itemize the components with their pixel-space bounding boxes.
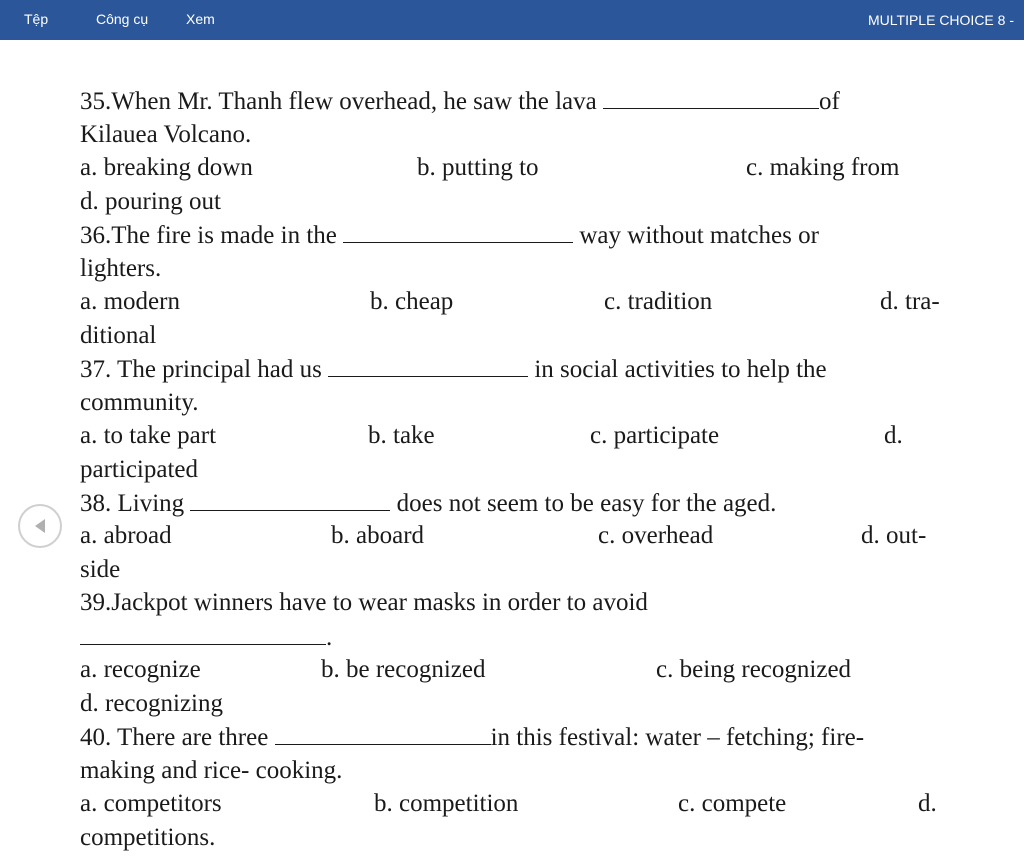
question-36-line-1: 36.The fire is made in the way without matches or xyxy=(80,218,819,253)
option-a: a. modern xyxy=(80,288,180,315)
option-a: a. competitors xyxy=(80,790,222,817)
option-b: b. aboard xyxy=(331,522,425,549)
option-a: a. breaking down xyxy=(80,154,253,181)
option-d-continued: competitions. xyxy=(80,824,216,851)
menu-file[interactable]: Tệp xyxy=(24,11,49,27)
document-title: MULTIPLE CHOICE 8 - xyxy=(868,12,1014,28)
option-c: c. tradition xyxy=(604,288,713,315)
answer-blank xyxy=(603,84,819,109)
option-b: b. putting to xyxy=(417,154,539,181)
option-d: d. xyxy=(918,790,937,817)
option-b: b. be recognized xyxy=(321,656,486,683)
option-d-continued: ditional xyxy=(80,322,157,349)
option-c: c. making from xyxy=(746,154,900,181)
option-c: c. participate xyxy=(590,422,720,449)
answer-blank xyxy=(275,720,491,745)
option-d: d. recognizing xyxy=(80,690,224,717)
option-b: b. cheap xyxy=(370,288,454,315)
option-d: d. pouring out xyxy=(80,188,221,215)
option-c: c. overhead xyxy=(598,522,714,549)
answer-blank xyxy=(343,218,573,243)
menu-view[interactable]: Xem xyxy=(186,11,215,27)
option-c: c. being recognized xyxy=(656,656,852,683)
option-b: b. take xyxy=(368,422,435,449)
option-a: a. to take part xyxy=(80,422,217,449)
answer-blank xyxy=(80,620,326,645)
question-39-line-1: 39.Jackpot winners have to wear masks in order to avoid xyxy=(80,589,648,616)
option-b: b. competition xyxy=(374,790,519,817)
option-a: a. abroad xyxy=(80,522,172,549)
option-a: a. recognize xyxy=(80,656,201,683)
option-d-continued: participated xyxy=(80,456,198,483)
menu-tools[interactable]: Công cụ xyxy=(96,11,149,27)
option-d: d. xyxy=(884,422,903,449)
question-40-line-1: 40. There are three in this festival: water – fetching; fire- xyxy=(80,720,864,755)
previous-page-button[interactable] xyxy=(18,504,62,548)
question-37-line-1: 37. The principal had us in social activities to help the xyxy=(80,352,827,387)
option-d-continued: side xyxy=(80,556,121,583)
question-40-line-2: making and rice- cooking. xyxy=(80,757,343,784)
question-36-line-2: lighters. xyxy=(80,255,162,282)
question-38-line-1: 38. Living does not seem to be easy for the aged. xyxy=(80,486,776,521)
question-35-line-1: 35.When Mr. Thanh flew overhead, he saw the lava of xyxy=(80,84,840,119)
triangle-left-icon xyxy=(32,518,48,534)
option-d: d. out- xyxy=(861,522,927,549)
answer-blank xyxy=(190,486,390,511)
question-35-line-2: Kilauea Volcano. xyxy=(80,121,252,148)
question-37-line-2: community. xyxy=(80,389,199,416)
option-d: d. tra- xyxy=(880,288,940,315)
answer-blank xyxy=(328,352,528,377)
option-c: c. compete xyxy=(678,790,787,817)
toolbar xyxy=(0,0,1024,40)
question-39-line-2: . xyxy=(80,620,332,655)
